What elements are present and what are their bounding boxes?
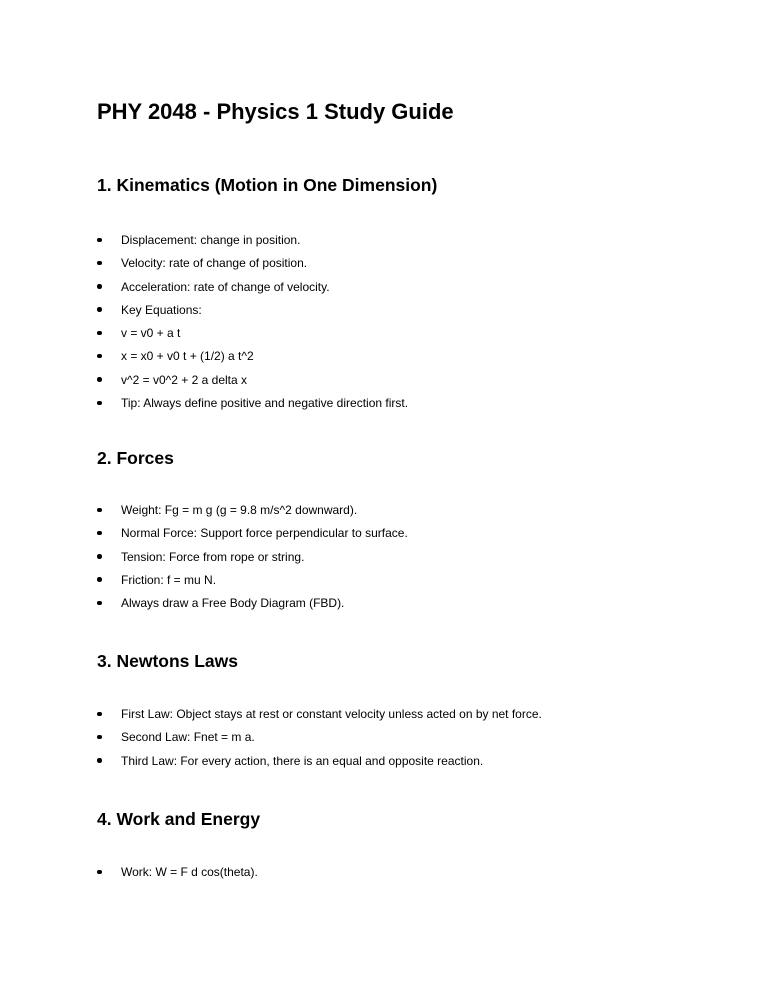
bullet-icon — [97, 284, 102, 289]
bullet-icon — [97, 307, 102, 312]
bullet-icon — [97, 261, 102, 266]
list-item-text: Work: W = F d cos(theta). — [121, 865, 258, 879]
bullet-icon — [97, 735, 102, 740]
document-title: PHY 2048 - Physics 1 Study Guide — [97, 99, 454, 124]
section-heading-work-energy: 4. Work and Energy — [97, 809, 261, 829]
bullet-icon — [97, 758, 102, 763]
list-item-text: Velocity: rate of change of position. — [121, 256, 308, 271]
list-item-text: Friction: f = mu N. — [121, 572, 217, 587]
list-item-text: Tension: Force from rope or string. — [121, 549, 305, 564]
list-item-text: Displacement: change in position. — [121, 233, 301, 247]
bullet-icon — [97, 554, 102, 559]
list-item-text: v = v0 + a t — [121, 326, 181, 341]
list-item-text: Tip: Always define positive and negative direction first. — [121, 396, 409, 411]
section-heading-newtons-laws: 3. Newtons Laws — [97, 651, 239, 671]
list-item-text: Normal Force: Support force perpendicular to surface. — [121, 526, 408, 541]
bullet-icon — [97, 377, 102, 382]
bullet-icon — [97, 577, 102, 582]
bullet-icon — [97, 354, 102, 359]
bullet-icon — [97, 870, 102, 875]
list-item-text: Third Law: For every action, there is an equal and opposite reaction. — [121, 753, 484, 768]
bullet-icon — [97, 238, 102, 243]
section-heading-forces: 2. Forces — [97, 448, 174, 468]
list-item-text: Second Law: Fnet = m a. — [121, 730, 255, 745]
list-item-text: Key Equations: — [121, 302, 202, 317]
list-item-text: First Law: Object stays at rest or constant velocity unless acted on by net force. — [121, 707, 542, 721]
bullet-icon — [97, 531, 102, 536]
bullet-icon — [97, 508, 102, 513]
section-heading-kinematics: 1. Kinematics (Motion in One Dimension) — [97, 175, 438, 195]
list-item-text: Weight: Fg = m g (g = 9.8 m/s^2 downward). — [121, 503, 358, 517]
bullet-icon — [97, 331, 102, 336]
bullet-icon — [97, 712, 102, 717]
bullet-icon — [97, 401, 102, 406]
list-item-text: v^2 = v0^2 + 2 a delta x — [121, 372, 248, 387]
list-item-text: Acceleration: rate of change of velocity. — [121, 279, 330, 294]
list-item-text: x = x0 + v0 t + (1/2) a t^2 — [121, 349, 254, 364]
bullet-icon — [97, 601, 102, 606]
list-item-text: Always draw a Free Body Diagram (FBD). — [121, 596, 345, 611]
